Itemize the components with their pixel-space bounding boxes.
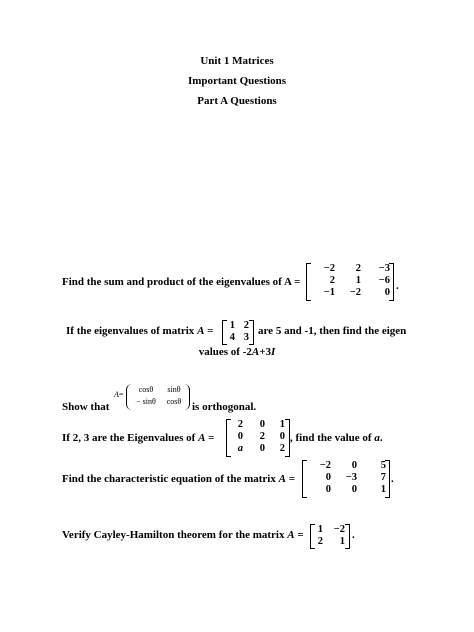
question-1-text: Find the sum and product of the eigenvalues of A =	[62, 276, 301, 288]
question-4-text: If 2, 3 are the Eigenvalues of A =	[62, 432, 215, 444]
question-4-suffix: , find the value of a.	[290, 432, 383, 444]
question-5-matrix	[302, 460, 390, 498]
question-3-matrix	[126, 384, 190, 410]
question-2-text: If the eigenvalues of matrix A =	[66, 325, 214, 337]
header-title: Unit 1 Matrices	[200, 55, 274, 67]
question-6-matrix-table: 1 −2 2 1	[317, 524, 345, 547]
question-5-text: Find the characteristic equation of the matrix A =	[62, 473, 295, 485]
question-3-matrix-table: cosθ sinθ − sinθ cosθ	[136, 385, 182, 406]
question-1-matrix-table: −2 2 −3 2 1 −6 −1 −2 0	[323, 263, 390, 298]
question-6-matrix	[310, 524, 350, 549]
question-3-matrix-label: A=	[114, 390, 124, 399]
question-5-matrix-table: −2 0 5 0 −3 7 0 0 1	[319, 460, 386, 495]
question-2-suffix: are 5 and -1, then find the eigen	[258, 325, 407, 337]
question-2-matrix-table: 1 2 4 3	[229, 320, 249, 343]
question-1-matrix	[306, 263, 394, 301]
question-6-text: Verify Cayley-Hamilton theorem for the matrix A =	[62, 529, 304, 541]
question-6-end: .	[352, 529, 355, 541]
header-part: Part A Questions	[197, 95, 277, 107]
question-3-suffix: is orthogonal.	[192, 401, 257, 413]
question-2-line2: values of -2A+3I	[198, 346, 276, 358]
question-3-prefix: Show that	[62, 401, 110, 413]
question-4-matrix-table: 2 0 1 0 2 0 a 0 2	[237, 419, 285, 454]
question-4-matrix	[226, 419, 290, 457]
question-2-matrix	[222, 320, 254, 345]
question-1-end: .	[396, 280, 399, 292]
header-subtitle: Important Questions	[187, 75, 287, 87]
question-5-end: .	[391, 473, 394, 485]
